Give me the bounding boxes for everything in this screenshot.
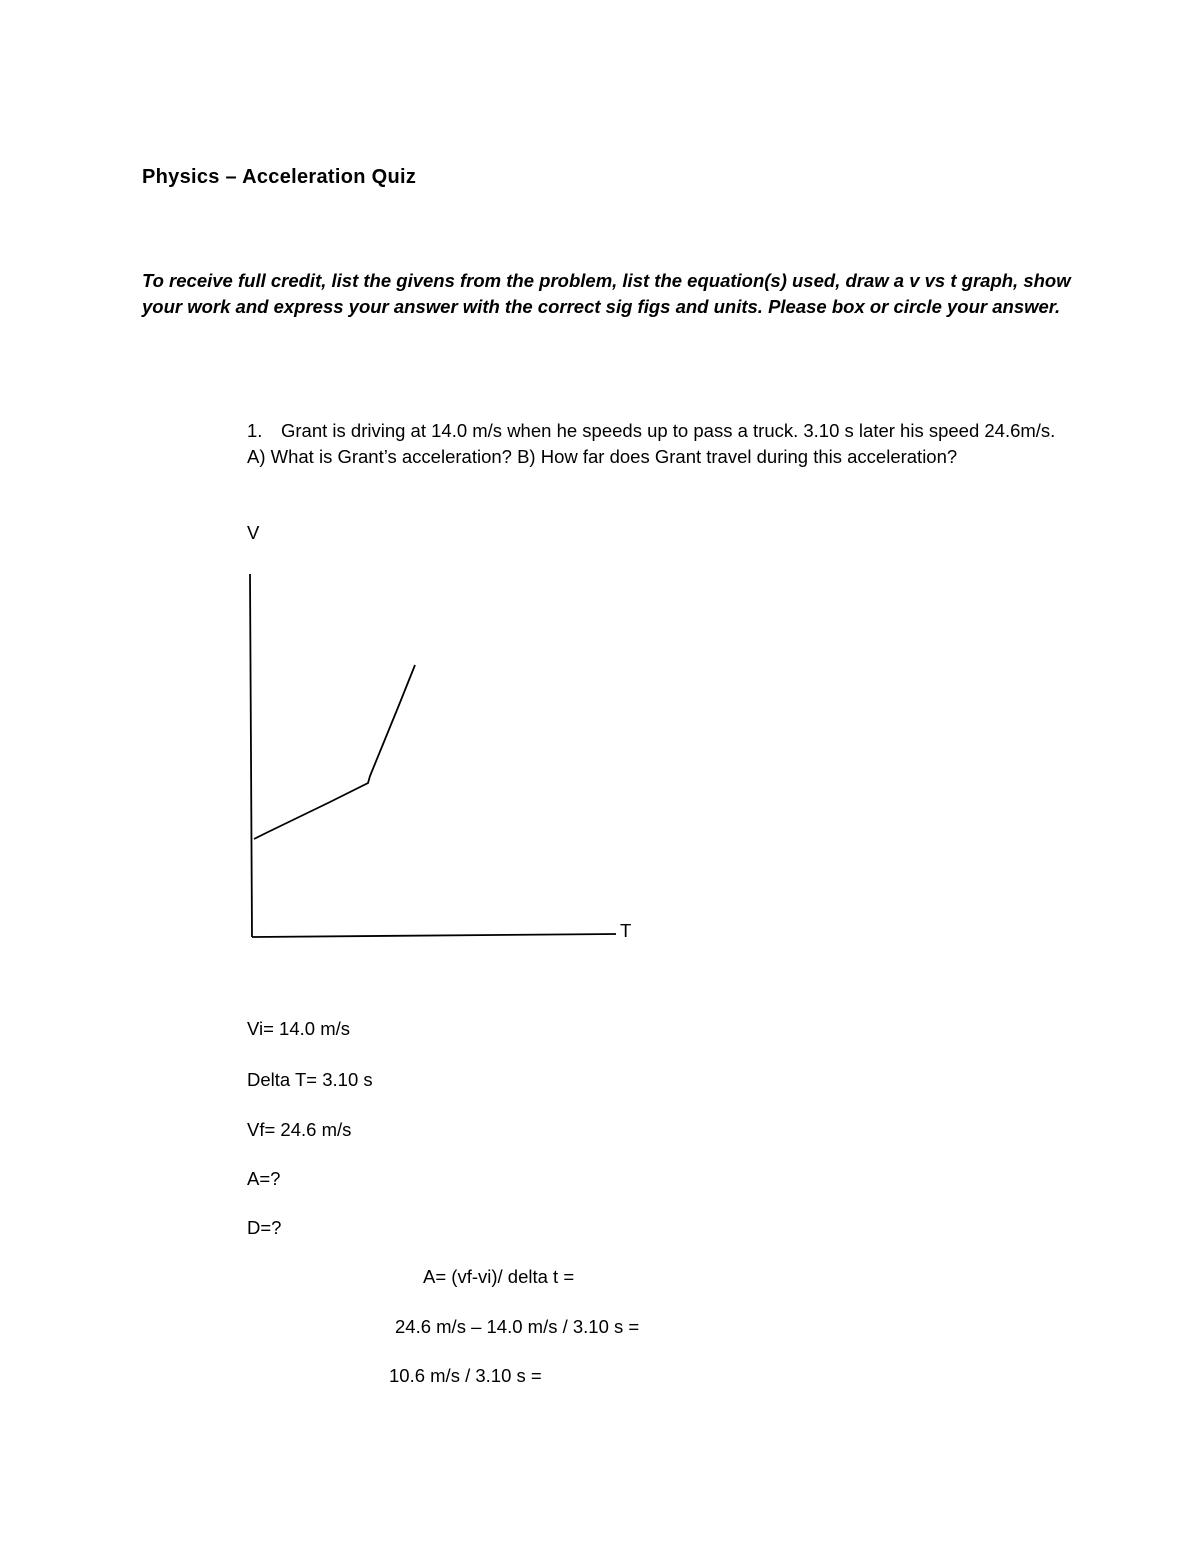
question-number: 1. xyxy=(247,420,263,441)
graph-x-axis xyxy=(252,934,616,937)
given-delta-t: Delta T= 3.10 s xyxy=(247,1069,373,1090)
graph-y-axis-label: V xyxy=(247,522,260,543)
quiz-title: Physics – Acceleration Quiz xyxy=(142,166,417,188)
instructions-text: To receive full credit, list the givens from the problem, list the equation(s) used, draw a v vs t graph, show your work and express your answer with the correct sig figs and units. Please box or circle your answer. xyxy=(142,270,1071,317)
question-text: Grant is driving at 14.0 m/s when he speeds up to pass a truck. 3.10 s later his speed 24.6m/s. A) What is Grant’s acceleration? B) How far does Grant travel during this acceleration? xyxy=(247,420,1056,467)
work-simplified: 10.6 m/s / 3.10 s = xyxy=(389,1365,542,1386)
given-a: A=? xyxy=(247,1168,281,1189)
given-vi: Vi= 14.0 m/s xyxy=(247,1018,351,1039)
given-vf: Vf= 24.6 m/s xyxy=(247,1119,352,1140)
velocity-curve xyxy=(254,665,415,839)
given-d: D=? xyxy=(247,1217,282,1238)
work-equation: A= (vf-vi)/ delta t = xyxy=(423,1266,575,1287)
work-substitution: 24.6 m/s – 14.0 m/s / 3.10 s = xyxy=(395,1316,640,1337)
graph-x-axis-label: T xyxy=(620,920,632,941)
graph-y-axis xyxy=(250,574,252,937)
